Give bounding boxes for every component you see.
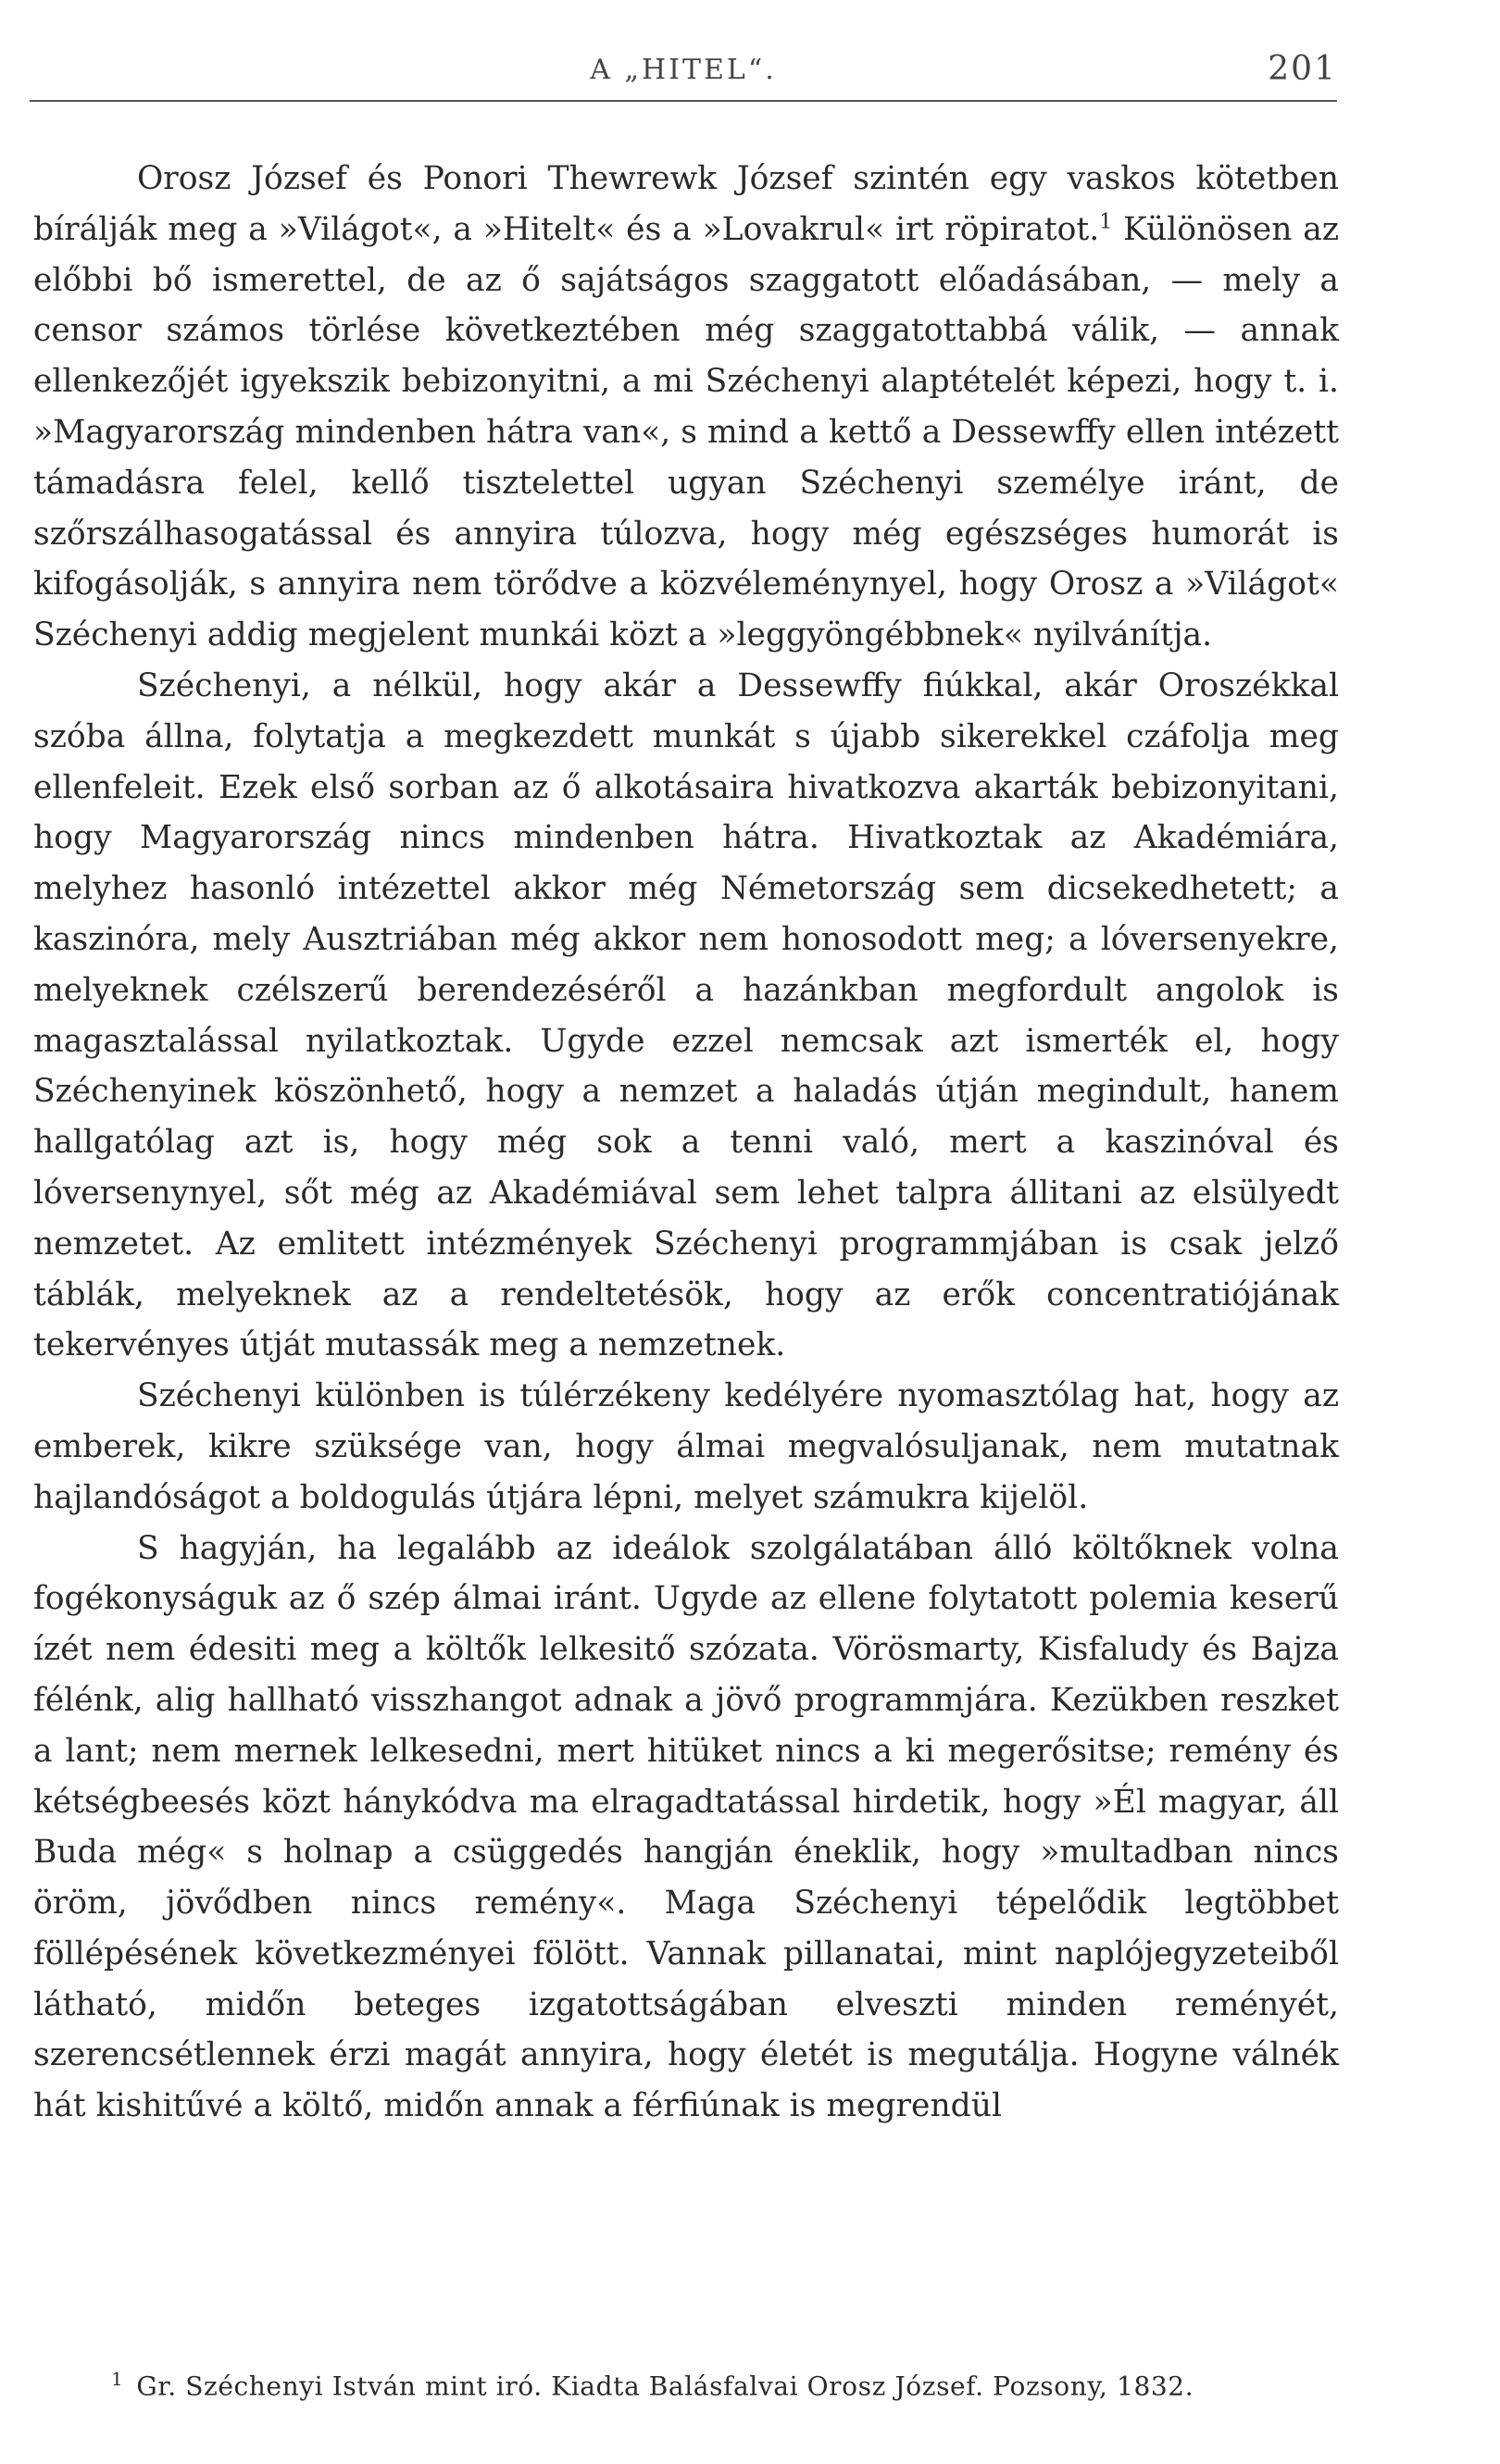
- running-title: A „HITEL“.: [590, 54, 777, 86]
- page-number: 201: [1268, 50, 1337, 88]
- footnote: [111, 2362, 1343, 2403]
- paragraph-2: Széchenyi, a nélkül, hogy akár a Dessewffy fiúkkal, akár Oroszékkal szóba állna, folytatja a megkezdett munkát s újabb sikerekkel czáfolja meg ellenfeleit. Ezek első sorban az ő alkotásaira hivatkozva akarták bebizonyitani, hogy Magyarország nincs mindenben hátra. Hivatkoztak az Akadémiára, melyhez hasonló intézettel akkor még Németország sem dicsekedhetett; a kaszinóra, mely Ausztriában még akkor nem honosodott meg; a lóversenyekre, melyeknek czélszerű berendezéséről a hazánkban megfordult angolok is magasztalással nyilatkoztak. Ugyde ezzel nemcsak azt ismerték el, hogy Széchenyinek köszönhető, hogy a nemzet a haladás útján megindult, hanem hallgatólag azt is, hogy még sok a tenni való, mert a kaszinóval és lóversenynyel, sőt még az Akadémiával sem lehet talpra állitani az elsülyedt nemzetet. Az emlitett intézmények Széchenyi programmjában is csak jelző táblák, melyeknek az a rendeltetésök, hogy az erők concentratiójának tekervényes útját mutassák meg a nemzetnek.: [33, 666, 1339, 1364]
- paragraph-4: S hagyján, ha legalább az ideálok szolgálatában álló költőknek volna fogékonyságuk az ő szép álmai iránt. Ugyde az ellene folytatott polemia keserű ízét nem édesiti meg a költők lelkesitő szózata. Vörösmarty, Kisfaludy és Bajza félénk, alig hallható visszhangot adnak a jövő programmjára. Kezükben reszket a lant; nem mernek lelkesedni, mert hitüket nincs a ki megerősitse; remény és kétségbeesés közt hánykódva ma elragadtatással hirdetik, hogy »Él magyar, áll Buda még« s holnap a csüggedés hangján éneklik, hogy »multadban nincs öröm, jövődben nincs remény«. Maga Széchenyi tépelődik legtöbbet föllépésének következményei fölött. Vannak pillanatai, mint naplójegyzeteiből látható, midőn beteges izgatottságában elveszti minden reményét, szerencsétlennek érzi magát annyira, hogy életét is megutálja. Hogyne válnék hát kishitűvé a költő, midőn annak a férfiúnak is megrendül: [33, 1529, 1339, 2125]
- footnote-marker: 1: [111, 2368, 124, 2390]
- paragraph-1-text-after: Különösen az előbbi bő ismerettel, de az ő sajátságos szaggatott előadásában, — mely a censor számos törlése következtében még szaggatottabbá válik, — annak ellenkezőjét igyekszik bebizonyitni, a mi Széchenyi alaptételét képezi, hogy t. i. »Magyarország mindenben hátra van«, s mind a kettő a Dessewffy ellen intézett támadásra felel, kellő tisztelettel ugyan Széchenyi személye iránt, de szőrszálhasogatással és annyira túlozva, hogy még egészséges humorát is kifogásolják, s annyira nem törődve a közvéleménynyel, hogy Orosz a »Világot« Széchenyi addig megjelent munkái közt a »leggyöngébbnek« nyilvánítja.: [33, 210, 1340, 654]
- running-header: [30, 48, 1337, 102]
- paragraph-3: Széchenyi különben is túlérzékeny kedélyére nyomasztólag hat, hogy az emberek, kikre szüksége van, hogy álmai megvalósuljanak, nem mutatnak hajlandóságot a boldogulás útjára lépni, melyet számukra kijelöl.: [33, 1377, 1339, 1516]
- footnote-reference: 1: [1099, 210, 1113, 234]
- footnote-text: Gr. Széchenyi István mint iró. Kiadta Balásfalvai Orosz József. Pozsony, 1832.: [136, 2371, 1194, 2402]
- paragraph-1-text-before: Orosz József és Ponori Thewrewk József szintén egy vaskos kötetben bírálják meg a »Világot«, a »Hitelt« és a »Lovakrul« irt röpiratot.: [33, 160, 1339, 248]
- body-text: [33, 154, 1339, 2132]
- paragraph-1: [33, 154, 1339, 661]
